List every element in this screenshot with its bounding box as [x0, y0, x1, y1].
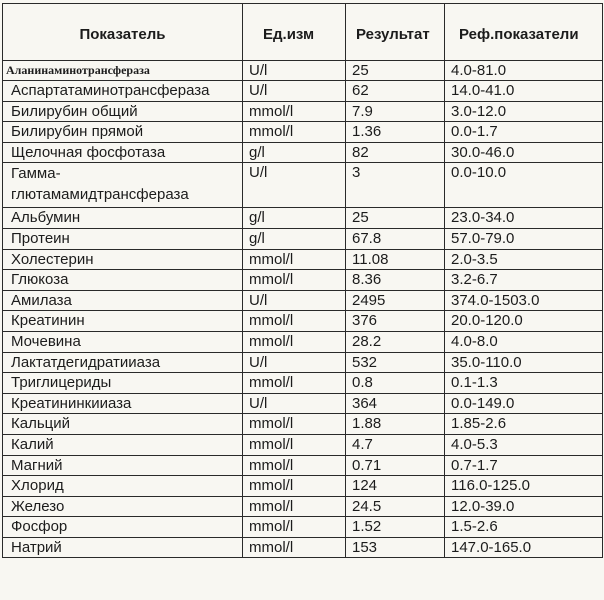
table-header-row — [3, 4, 603, 61]
reference-cell: 23.0-34.0 — [445, 208, 603, 229]
table-row — [3, 373, 603, 394]
result-cell: 67.8 — [346, 228, 445, 249]
indicator-cell: Хлорид — [3, 476, 243, 497]
unit-cell: mmol/l — [243, 476, 346, 497]
header-reference: Реф.показатели — [445, 4, 603, 61]
reference-cell: 4.0-5.3 — [445, 434, 603, 455]
result-cell: 153 — [346, 537, 445, 558]
reference-cell: 0.0-149.0 — [445, 393, 603, 414]
reference-cell: 0.0-10.0 — [445, 163, 603, 208]
unit-cell: mmol/l — [243, 455, 346, 476]
indicator-cell: Натрий — [3, 537, 243, 558]
result-cell: 25 — [346, 61, 445, 81]
indicator-cell: Билирубин прямой — [3, 122, 243, 143]
table-row — [3, 228, 603, 249]
table-row — [3, 81, 603, 102]
indicator-cell: Мочевина — [3, 331, 243, 352]
indicator-cell: Щелочная фосфотаза — [3, 142, 243, 163]
reference-cell: 20.0-120.0 — [445, 311, 603, 332]
reference-cell: 57.0-79.0 — [445, 228, 603, 249]
table-row — [3, 249, 603, 270]
reference-cell: 14.0-41.0 — [445, 81, 603, 102]
result-cell: 124 — [346, 476, 445, 497]
result-cell: 24.5 — [346, 496, 445, 517]
unit-cell: U/l — [243, 290, 346, 311]
unit-cell: mmol/l — [243, 331, 346, 352]
unit-cell: mmol/l — [243, 122, 346, 143]
table-row — [3, 434, 603, 455]
result-cell: 364 — [346, 393, 445, 414]
indicator-cell: Холестерин — [3, 249, 243, 270]
reference-cell: 374.0-1503.0 — [445, 290, 603, 311]
unit-cell: mmol/l — [243, 414, 346, 435]
unit-cell: mmol/l — [243, 373, 346, 394]
unit-cell: U/l — [243, 81, 346, 102]
indicator-cell: Глюкоза — [3, 270, 243, 291]
unit-cell: U/l — [243, 61, 346, 81]
unit-cell: mmol/l — [243, 311, 346, 332]
result-cell: 3 — [346, 163, 445, 208]
indicator-cell: Билирубин общий — [3, 101, 243, 122]
table-row — [3, 270, 603, 291]
result-cell: 1.88 — [346, 414, 445, 435]
result-cell: 376 — [346, 311, 445, 332]
result-cell: 2495 — [346, 290, 445, 311]
table-row — [3, 393, 603, 414]
result-cell: 62 — [346, 81, 445, 102]
unit-cell: mmol/l — [243, 270, 346, 291]
table-row — [3, 414, 603, 435]
table-row — [3, 122, 603, 143]
header-result: Результат — [346, 4, 445, 61]
unit-cell: g/l — [243, 208, 346, 229]
header-indicator: Показатель — [3, 4, 243, 61]
indicator-cell: Креатинин — [3, 311, 243, 332]
indicator-cell: Железо — [3, 496, 243, 517]
indicator-cell: Фосфор — [3, 517, 243, 538]
result-cell: 11.08 — [346, 249, 445, 270]
indicator-cell: Аспартатаминотрансфераза — [3, 81, 243, 102]
unit-cell: g/l — [243, 228, 346, 249]
table-row — [3, 101, 603, 122]
reference-cell: 1.85-2.6 — [445, 414, 603, 435]
reference-cell: 4.0-8.0 — [445, 331, 603, 352]
indicator-cell: Гамма-глютамамидтрансфераза — [3, 163, 243, 208]
indicator-cell: Лактатдегидратииаза — [3, 352, 243, 373]
reference-cell: 12.0-39.0 — [445, 496, 603, 517]
reference-cell: 0.0-1.7 — [445, 122, 603, 143]
table-row — [3, 352, 603, 373]
unit-cell: U/l — [243, 352, 346, 373]
unit-cell: U/l — [243, 163, 346, 208]
table-row — [3, 311, 603, 332]
table-row — [3, 476, 603, 497]
table-row — [3, 496, 603, 517]
unit-cell: mmol/l — [243, 101, 346, 122]
table-row — [3, 537, 603, 558]
indicator-cell: Креатининкииаза — [3, 393, 243, 414]
result-cell: 25 — [346, 208, 445, 229]
result-cell: 28.2 — [346, 331, 445, 352]
reference-cell: 116.0-125.0 — [445, 476, 603, 497]
table-row — [3, 61, 603, 81]
reference-cell: 147.0-165.0 — [445, 537, 603, 558]
unit-cell: mmol/l — [243, 249, 346, 270]
table-row — [3, 163, 603, 208]
indicator-cell: Кальций — [3, 414, 243, 435]
result-cell: 82 — [346, 142, 445, 163]
unit-cell: mmol/l — [243, 537, 346, 558]
result-cell: 1.52 — [346, 517, 445, 538]
indicator-cell: Протеин — [3, 228, 243, 249]
reference-cell: 1.5-2.6 — [445, 517, 603, 538]
lab-results-table — [2, 3, 603, 558]
indicator-cell: Магний — [3, 455, 243, 476]
table-row — [3, 142, 603, 163]
table-row — [3, 517, 603, 538]
reference-cell: 0.1-1.3 — [445, 373, 603, 394]
unit-cell: mmol/l — [243, 517, 346, 538]
reference-cell: 35.0-110.0 — [445, 352, 603, 373]
reference-cell: 30.0-46.0 — [445, 142, 603, 163]
indicator-cell: Амилаза — [3, 290, 243, 311]
result-cell: 1.36 — [346, 122, 445, 143]
result-cell: 0.8 — [346, 373, 445, 394]
indicator-cell: Аланинаминотрансфераза — [3, 61, 243, 81]
indicator-cell: Триглицериды — [3, 373, 243, 394]
reference-cell: 4.0-81.0 — [445, 61, 603, 81]
result-cell: 7.9 — [346, 101, 445, 122]
table-row — [3, 290, 603, 311]
result-cell: 0.71 — [346, 455, 445, 476]
reference-cell: 2.0-3.5 — [445, 249, 603, 270]
result-cell: 8.36 — [346, 270, 445, 291]
table-row — [3, 208, 603, 229]
table-row — [3, 455, 603, 476]
indicator-cell: Альбумин — [3, 208, 243, 229]
table-row — [3, 331, 603, 352]
reference-cell: 3.2-6.7 — [445, 270, 603, 291]
unit-cell: g/l — [243, 142, 346, 163]
reference-cell: 0.7-1.7 — [445, 455, 603, 476]
header-unit: Ед.изм — [243, 4, 346, 61]
result-cell: 4.7 — [346, 434, 445, 455]
table-body — [3, 61, 603, 558]
indicator-cell: Калий — [3, 434, 243, 455]
unit-cell: mmol/l — [243, 496, 346, 517]
unit-cell: U/l — [243, 393, 346, 414]
unit-cell: mmol/l — [243, 434, 346, 455]
result-cell: 532 — [346, 352, 445, 373]
reference-cell: 3.0-12.0 — [445, 101, 603, 122]
